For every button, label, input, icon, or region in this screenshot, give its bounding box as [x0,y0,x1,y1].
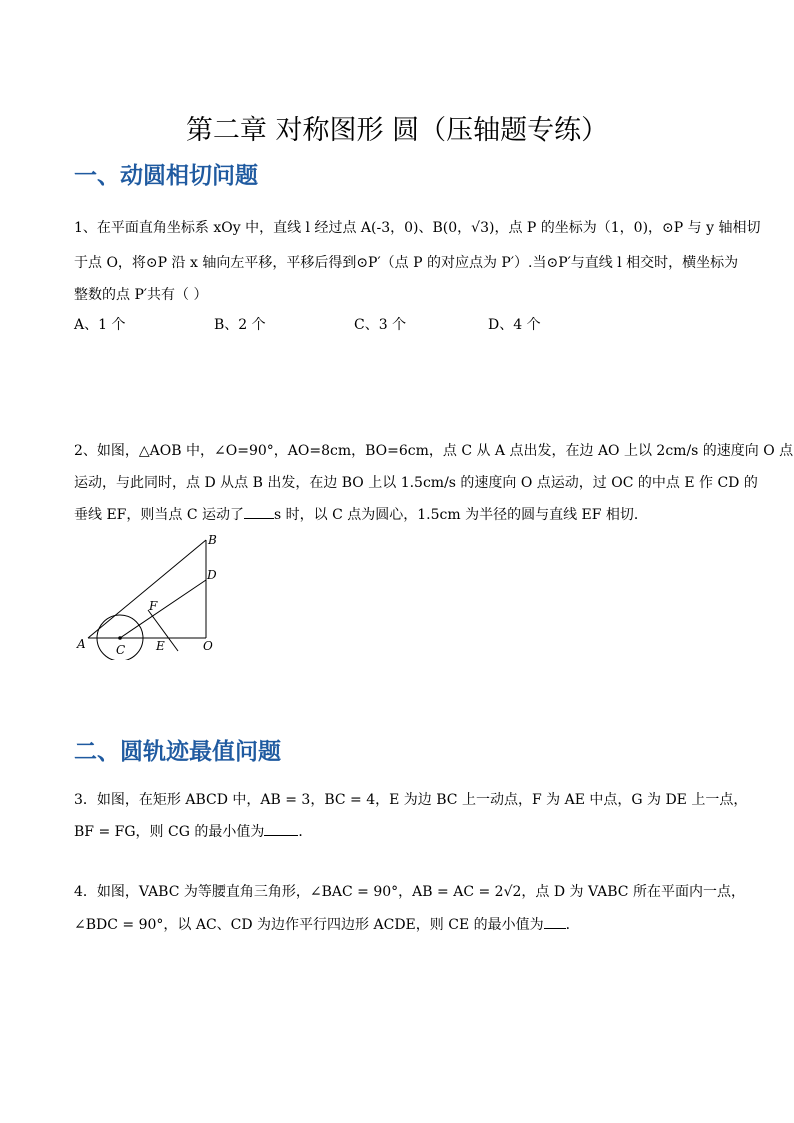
center-C [118,636,122,640]
section-heading-2: 二、圆轨迹最值问题 [74,739,281,765]
q2-line-3-start: 垂线 EF，则当点 C 运动了 [74,507,244,523]
segment-CD [120,580,206,638]
section-heading-1: 一、动圆相切问题 [74,163,258,189]
q1-line-1: 1、在平面直角坐标系 xOy 中，直线 l 经过点 A(-3，0)、B(0，√3)，点 P 的坐标为（1，0)，⊙P 与 y 轴相切 [74,220,761,236]
q1-line-2: 于点 O，将⊙P 沿 x 轴向左平移，平移后得到⊙P′（点 P 的对应点为 P′）.当⊙P′与直线 l 相交时，横坐标为 [74,255,739,271]
segment-AB [88,540,206,638]
q1-option-a: A、1 个 [74,317,126,333]
q2-line-1: 2、如图，△AOB 中，∠O=90°，AO=8cm，BO=6cm，点 C 从 A 点出发，在边 AO 上以 2cm/s 的速度向 O 点 [74,443,794,459]
q4-line-2-start: ∠BDC = 90°，以 AC、CD 为边作平行四边形 ACDE，则 CE 的最小值为 [74,917,544,933]
label-A: A [77,637,86,651]
q3-line-2-end: ． [298,824,313,840]
label-C: C [116,643,126,657]
label-E: E [156,639,165,653]
page-title: 第二章 对称图形 圆（压轴题专练） [185,115,609,146]
label-O: O [203,639,213,653]
q3-answer-blank[interactable] [264,823,298,836]
q4-line-2-end: ． [565,917,580,933]
q3-line-1: 3．如图，在矩形 ABCD 中，AB = 3，BC = 4，E 为边 BC 上一动点，F 为 AE 中点，G 为 DE 上一点， [74,792,748,808]
q3-line-2 [74,821,312,841]
q2-line-3-end: s 时，以 C 点为圆心，1.5cm 为半径的圆与直线 EF 相切． [274,507,648,523]
label-B: B [208,533,217,547]
label-F: F [149,599,158,613]
q3-line-2-start: BF = FG，则 CG 的最小值为 [74,824,265,840]
q4-line-2 [74,914,580,934]
q4-line-1: 4．如图，VABC 为等腰直角三角形，∠BAC = 90°，AB = AC = 2√2，点 D 为 VABC 所在平面内一点， [74,884,745,900]
q2-triangle-diagram [72,530,232,660]
q1-option-d: D、4 个 [488,317,541,333]
label-D: D [207,568,217,582]
q1-option-c: C、3 个 [354,317,407,333]
q2-line-3 [74,504,648,524]
q2-line-2: 运动，与此同时，点 D 从点 B 出发，在边 BO 上以 1.5cm/s 的速度向 O 点运动，过 OC 的中点 E 作 CD 的 [74,475,758,491]
q1-option-b: B、2 个 [214,317,266,333]
q2-answer-blank[interactable] [244,506,274,519]
q1-line-3: 整数的点 P′共有（ ） [74,287,208,303]
q4-answer-blank[interactable] [544,916,566,929]
